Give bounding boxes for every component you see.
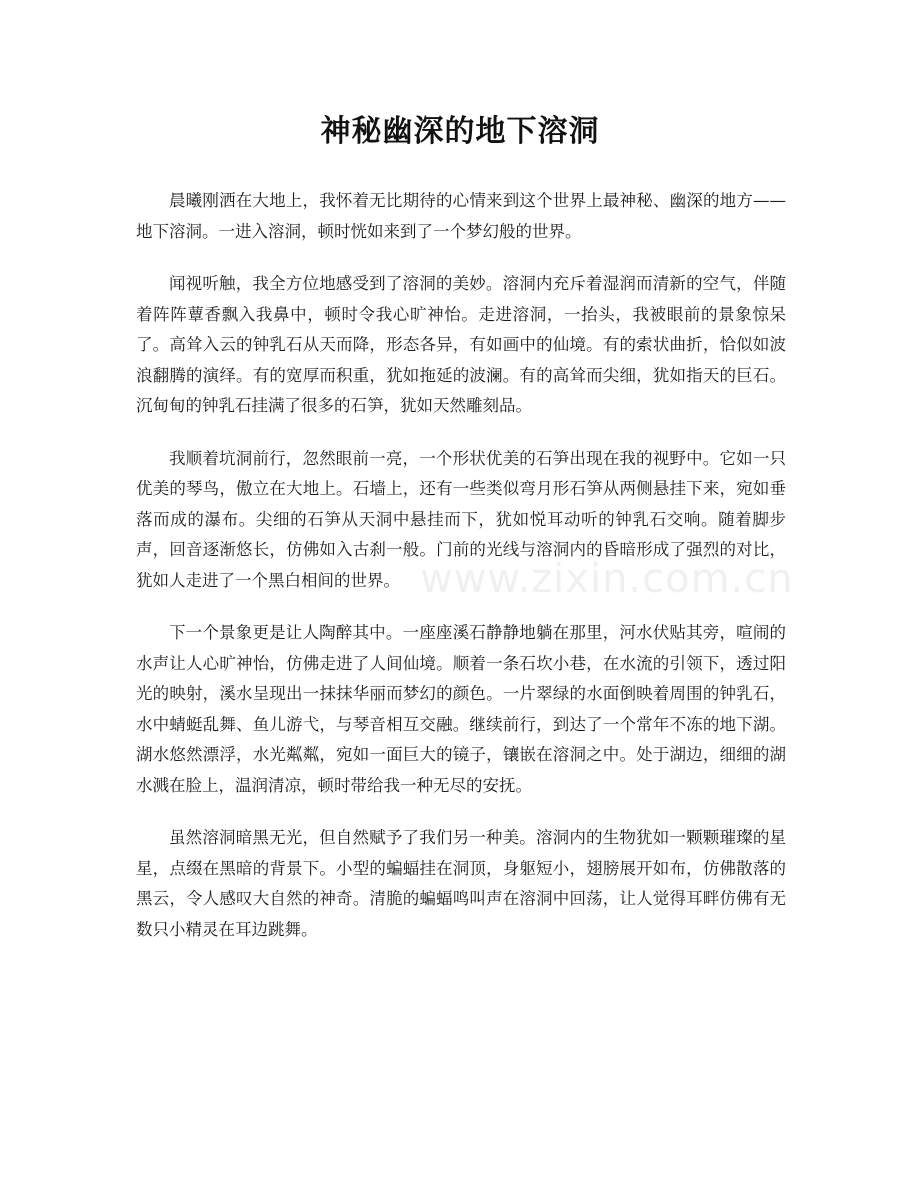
paragraph-3: 我顺着坑洞前行，忽然眼前一亮，一个形状优美的石笋出现在我的视野中。它如一只优美的琴鸟，傲立在大地上。石墙上，还有一些类似弯月形石笋从两侧悬挂下来，宛如垂落而成的瀑布。尖细的石笋从天洞中悬挂而下，犹如悦耳动听的钟乳石交响。随着脚步声，回音逐渐悠长，仿佛如入古刹一般。门前的光线与溶洞内的昏暗形成了强烈的对比，犹如人走进了一个黑白相间的世界。 [136,448,786,590]
document-title: 神秘幽深的地下溶洞 [320,114,600,149]
document-body [136,186,786,967]
watermark: www.zixin.com.cn [420,556,794,602]
paragraph-5: 虽然溶洞暗黑无光，但自然赋予了我们另一种美。溶洞内的生物犹如一颗颗璀璨的星星，点缀在黑暗的背景下。小型的蝙蝠挂在洞顶，身躯短小，翅膀展开如布，仿佛散落的黑云，令人感叹大自然的神奇。清脆的蝙蝠鸣叫声在溶洞中回荡，让人觉得耳畔仿佛有无数只小精灵在耳边跳舞。 [136,828,786,939]
paragraph-2: 闻视听触，我全方位地感受到了溶洞的美妙。溶洞内充斥着湿润而清新的空气，伴随着阵阵蕈香飘入我鼻中，顿时令我心旷神怡。走进溶洞，一抬头，我被眼前的景象惊呆了。高耸入云的钟乳石从天而降，形态各异，有如画中的仙境。有的索状曲折，恰似如波浪翻腾的演绎。有的宽厚而积重，犹如拖延的波澜。有的高耸而尖细，犹如指天的巨石。沉甸甸的钟乳石挂满了很多的石笋，犹如天然雕刻品。 [136,274,786,415]
paragraph-1: 晨曦刚洒在大地上，我怀着无比期待的心情来到这个世界上最神秘、幽深的地方——地下溶洞。一进入溶洞，顿时恍如来到了一个梦幻般的世界。 [136,191,786,241]
paragraph-4: 下一个景象更是让人陶醉其中。一座座溪石静静地躺在那里，河水伏贴其旁，喧闹的水声让人心旷神怡，仿佛走进了人间仙境。顺着一条石坎小巷，在水流的引领下，透过阳光的映射，溪水呈现出一抹抹华丽而梦幻的颜色。一片翠绿的水面倒映着周围的钟乳石，水中蜻蜓乱舞、鱼儿游弋，与琴音相互交融。继续前行，到达了一个常年不冻的地下湖。湖水悠然漂浮，水光粼粼，宛如一面巨大的镜子，镶嵌在溶洞之中。处于湖边，细细的湖水溅在脸上，温润清凉，顿时带给我一种无尽的安抚。 [136,623,786,795]
